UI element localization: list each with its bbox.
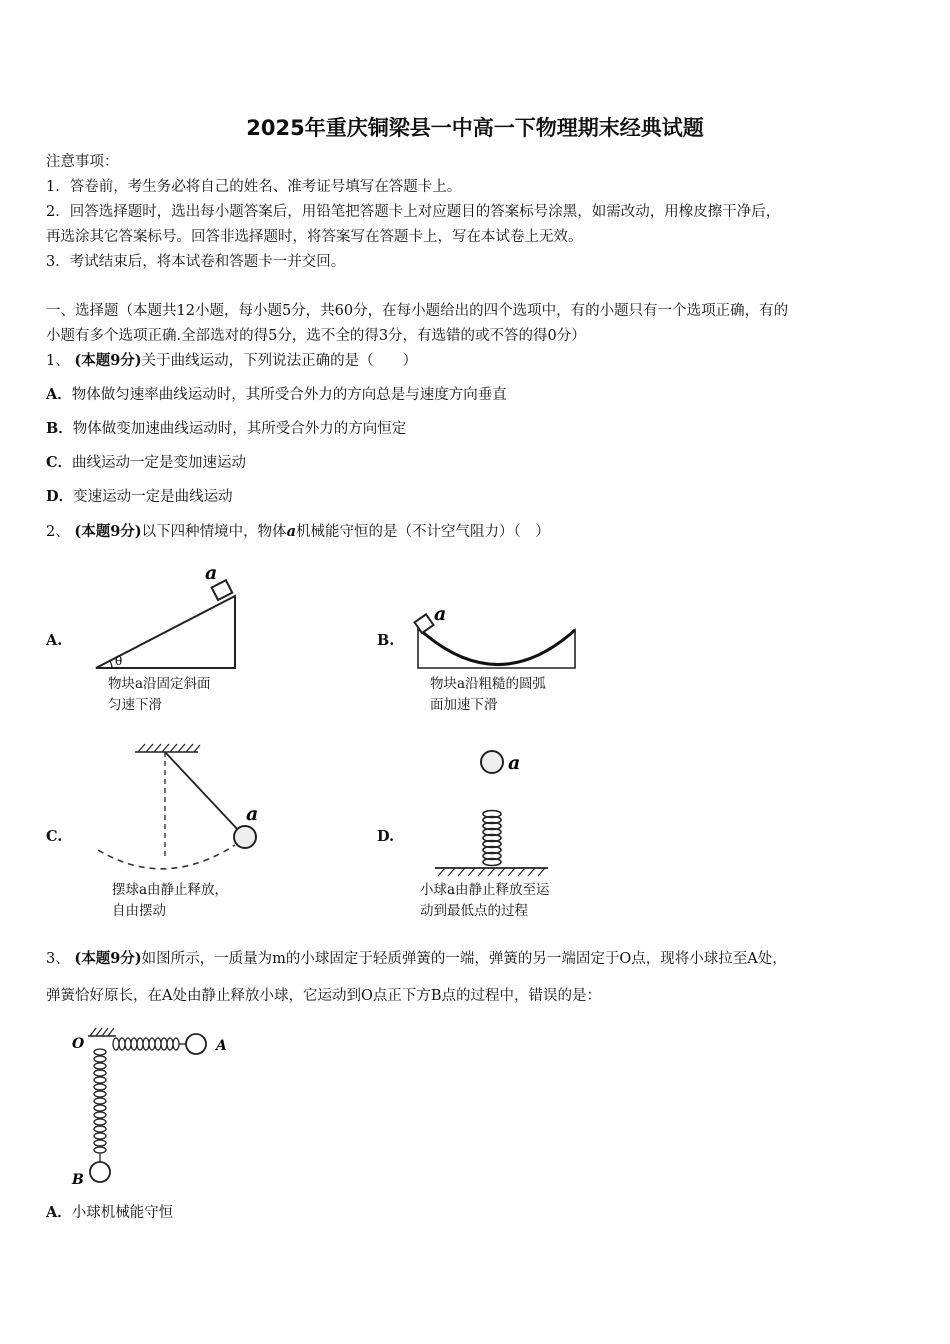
label-a: A bbox=[216, 1038, 227, 1054]
option-text: 变速运动一定是曲线运动 bbox=[73, 489, 233, 505]
pendulum-figure bbox=[90, 740, 270, 880]
section-heading: 一、选择题（本题共12小题，每小题5分，共60分，在每小题给出的四个选项中，有的小题只有一个选项正确，有的 bbox=[46, 303, 789, 319]
figure-c-label: C. bbox=[46, 828, 63, 845]
option-label: A． bbox=[46, 386, 72, 403]
spring-coil bbox=[483, 811, 501, 866]
mark-a: a bbox=[434, 603, 447, 625]
figure-d-label: D. bbox=[377, 828, 395, 845]
question-score: (本题9分) bbox=[74, 352, 142, 369]
option-c bbox=[46, 453, 246, 473]
question-text: 以下四种情境中，物体 bbox=[141, 524, 287, 540]
figure-a-label: A. bbox=[46, 632, 63, 649]
question-3-stem-cont: 弹簧恰好原长，在A处由静止释放小球，它运动到O点正下方B点的过程中，错误的是： bbox=[46, 988, 602, 1004]
spring-pendulum-figure bbox=[66, 1022, 246, 1192]
figure-c-caption: 摆球a由静止释放， 自由摆动 bbox=[112, 882, 229, 919]
option-text: 小球机械能守恒 bbox=[71, 1205, 174, 1221]
ball-a bbox=[481, 751, 503, 773]
mark-a: a bbox=[508, 752, 521, 774]
option-label: A． bbox=[46, 1204, 72, 1221]
question-1-stem bbox=[46, 351, 417, 371]
notice-heading: 注意事项： bbox=[46, 154, 119, 170]
horizontal-spring bbox=[113, 1038, 179, 1050]
vertical-spring bbox=[94, 1049, 106, 1153]
variable-a: a bbox=[286, 523, 297, 540]
arc-curve bbox=[418, 628, 575, 665]
notice-item: 1．答卷前，考生务必将自己的姓名、准考证号填写在答题卡上。 bbox=[46, 179, 462, 195]
ceiling-hatch bbox=[138, 744, 200, 752]
q3-option-a bbox=[46, 1203, 173, 1223]
question-score: (本题9分) bbox=[74, 950, 142, 967]
question-number: 3、 bbox=[46, 951, 70, 967]
question-score: (本题9分) bbox=[74, 523, 142, 540]
question-text: 机械能守恒的是（不计空气阻力）（ ） bbox=[296, 524, 550, 540]
page-title: 2025年重庆铜梁县一中高一下物理期末经典试题 bbox=[246, 116, 704, 140]
mark-a: a bbox=[205, 562, 218, 584]
arc-figure bbox=[412, 600, 582, 672]
incline-figure bbox=[90, 562, 250, 672]
notice-item: 再选涂其它答案标号。回答非选择题时，将答案写在答题卡上，写在本试卷上无效。 bbox=[46, 229, 583, 245]
ground-hatch bbox=[438, 868, 545, 876]
question-text: 如图所示，一质量为m的小球固定于轻质弹簧的一端，弹簧的另一端固定于O点，现将小球拉至A处， bbox=[141, 951, 787, 967]
option-text: 物体做变加速曲线运动时，其所受合外力的方向恒定 bbox=[72, 421, 407, 437]
option-a bbox=[46, 385, 507, 405]
mark-a: a bbox=[246, 803, 259, 825]
angle-theta: θ bbox=[115, 654, 123, 668]
option-d bbox=[46, 487, 233, 507]
question-3-stem bbox=[46, 949, 787, 969]
question-text: 关于曲线运动，下列说法正确的是（ ） bbox=[141, 353, 418, 369]
question-number: 1、 bbox=[46, 353, 70, 369]
notice-item: 2．回答选择题时，选出每小题答案后，用铅笔把答题卡上对应题目的答案标号涂黑，如需改动，用橡皮擦干净后， bbox=[46, 204, 781, 220]
pendulum-string bbox=[165, 752, 240, 832]
figure-b-caption: 物块a沿粗糙的圆弧 面加速下滑 bbox=[430, 676, 547, 713]
question-number: 2、 bbox=[46, 524, 70, 540]
spring-figure bbox=[430, 742, 550, 882]
figure-a-caption: 物块a沿固定斜面 匀速下滑 bbox=[108, 676, 211, 713]
question-2-stem bbox=[46, 522, 550, 542]
angle-arc bbox=[110, 661, 112, 668]
ball-b-position bbox=[90, 1162, 110, 1182]
notice-item: 3．考试结束后，将本试卷和答题卡一并交回。 bbox=[46, 254, 346, 270]
option-text: 曲线运动一定是变加速运动 bbox=[72, 455, 247, 471]
figure-b-label: B. bbox=[377, 632, 395, 649]
option-label: D． bbox=[46, 488, 74, 505]
swing-path bbox=[98, 845, 235, 869]
support-hatch bbox=[90, 1028, 114, 1036]
ball-a bbox=[234, 826, 256, 848]
option-label: B． bbox=[46, 420, 73, 437]
option-text: 物体做匀速率曲线运动时，其所受合外力的方向总是与速度方向垂直 bbox=[71, 387, 507, 403]
label-b: B bbox=[72, 1172, 84, 1188]
option-b bbox=[46, 419, 406, 439]
section-heading-cont: 小题有多个选项正确.全部选对的得5分，选不全的得3分，有选错的或不答的得0分） bbox=[46, 328, 586, 344]
label-o: O bbox=[72, 1036, 85, 1052]
option-label: C． bbox=[46, 454, 73, 471]
ball-a-position bbox=[186, 1034, 206, 1054]
figure-d-caption: 小球a由静止释放至运 动到最低点的过程 bbox=[420, 882, 550, 919]
